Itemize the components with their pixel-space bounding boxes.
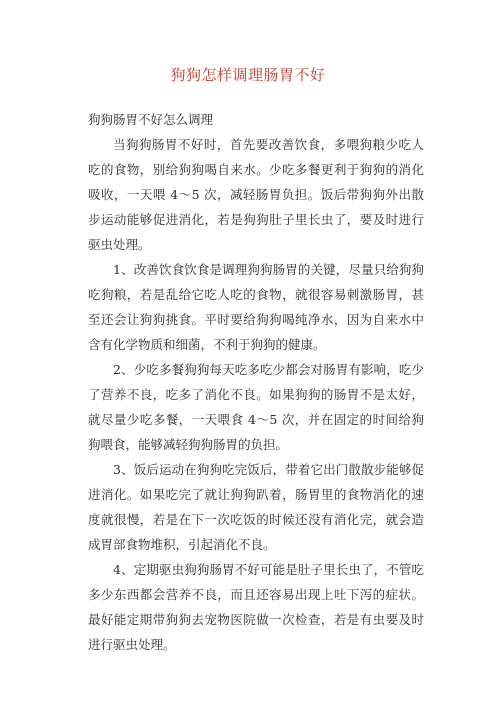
paragraph-1-diet: 1、改善饮食饮食是调理狗狗肠胃的关键，尽量只给狗狗吃狗粮，若是乱给它吃人吃的食物，就很容易刺激肠胃，甚至还会让狗狗挑食。平时要给狗狗喝纯净水，因为自来水中含有化学物质和细菌，不利于狗狗的健康。 xyxy=(88,262,424,352)
paragraph-3-exercise: 3、饭后运动在狗狗吃完饭后，带着它出门散散步能够促进消化。如果吃完了就让狗狗趴着，肠胃里的食物消化的速度就很慢，若是在下一次吃饭的时候还没有消化完，就会造成胃部食物堆积，引起消化不良。 xyxy=(88,462,424,552)
document-subtitle: 狗狗肠胃不好怎么调理 xyxy=(88,112,214,127)
document-body xyxy=(88,107,424,657)
paragraph-intro: 当狗狗肠胃不好时，首先要改善饮食，多喂狗粮少吃人吃的食物，别给狗狗喝自来水。少吃多餐更利于狗狗的消化吸收，一天喂 4～5 次，减轻肠胃负担。饭后带狗狗外出散步运动能够促进消化，若是狗狗肚子里长虫了，要及时进行驱虫处理。 xyxy=(88,137,424,252)
paragraph-2-meals: 2、少吃多餐狗狗每天吃多吃少都会对肠胃有影响，吃少了营养不良，吃多了消化不良。如果狗狗的肠胃不是太好，就尽量少吃多餐，一天喂食 4～5 次，并在固定的时间给狗狗喂食，能够减轻狗狗肠胃的负担。 xyxy=(88,362,424,452)
paragraph-4-deworming: 4、定期驱虫狗狗肠胃不好可能是肚子里长虫了，不管吃多少东西都会营养不良，而且还容易出现上吐下泻的症状。最好能定期带狗狗去宠物医院做一次检查，若是有虫要及时进行驱虫处理。 xyxy=(88,562,424,652)
document-title: 狗狗怎样调理肠胃不好 xyxy=(170,66,326,84)
